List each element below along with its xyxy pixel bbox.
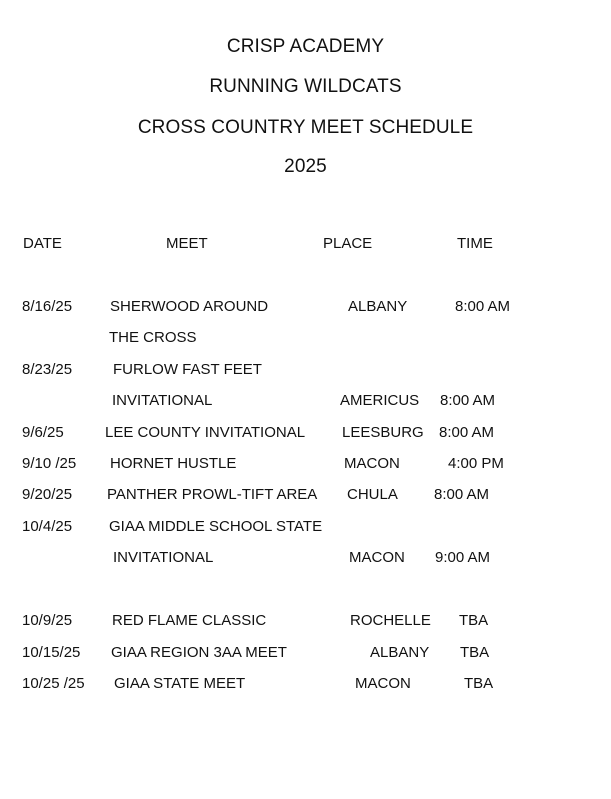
row-place: LEESBURG xyxy=(342,424,424,441)
row-meet: HORNET HUSTLE xyxy=(110,455,237,472)
row-place: CHULA xyxy=(347,486,398,503)
team-name: RUNNING WILDCATS xyxy=(209,76,402,97)
column-header-meet: MEET xyxy=(166,235,208,252)
row-place: ALBANY xyxy=(370,644,430,661)
row-meet: LEE COUNTY INVITATIONAL xyxy=(105,424,306,441)
row-time: 8:00 AM xyxy=(440,392,496,409)
row-date: 9/6/25 xyxy=(22,424,64,441)
row-meet: FURLOW FAST FEET xyxy=(113,361,262,378)
row-time: TBA xyxy=(459,612,489,629)
row-meet: INVITATIONAL xyxy=(113,549,214,566)
row-time: 8:00 AM xyxy=(439,424,495,441)
schedule-year: 2025 xyxy=(284,156,327,177)
row-date: 8/16/25 xyxy=(22,298,73,315)
school-name: CRISP ACADEMY xyxy=(226,36,385,57)
column-header-time: TIME xyxy=(457,235,493,252)
row-meet: RED FLAME CLASSIC xyxy=(112,612,267,629)
column-header-place: PLACE xyxy=(323,235,373,252)
row-time: TBA xyxy=(464,675,494,692)
row-time: 8:00 AM xyxy=(455,298,511,315)
row-meet: GIAA MIDDLE SCHOOL STATE xyxy=(109,518,323,535)
row-meet: PANTHER PROWL-TIFT AREA xyxy=(107,486,318,503)
row-date: 10/4/25 xyxy=(22,518,73,535)
row-meet: INVITATIONAL xyxy=(112,392,213,409)
row-meet: GIAA REGION 3AA MEET xyxy=(111,644,287,661)
row-date: 9/10 /25 xyxy=(22,455,77,472)
row-place: ALBANY xyxy=(348,298,408,315)
row-place: MACON xyxy=(355,675,411,692)
row-meet: SHERWOOD AROUND xyxy=(110,298,269,315)
row-time: 9:00 AM xyxy=(435,549,491,566)
row-time: TBA xyxy=(460,644,490,661)
row-meet: GIAA STATE MEET xyxy=(114,675,246,692)
column-header-date: DATE xyxy=(23,235,62,252)
row-place: ROCHELLE xyxy=(350,612,431,629)
row-place: MACON xyxy=(349,549,405,566)
row-time: 4:00 PM xyxy=(448,455,504,472)
row-date: 10/15/25 xyxy=(22,644,81,661)
row-date: 10/9/25 xyxy=(22,612,73,629)
row-place: MACON xyxy=(344,455,400,472)
row-meet: THE CROSS xyxy=(109,329,197,346)
row-place: AMERICUS xyxy=(340,392,420,409)
row-time: 8:00 AM xyxy=(434,486,490,503)
row-date: 10/25 /25 xyxy=(22,675,85,692)
row-date: 9/20/25 xyxy=(22,486,73,503)
schedule-title: CROSS COUNTRY MEET SCHEDULE xyxy=(137,117,474,138)
row-date: 8/23/25 xyxy=(22,361,73,378)
